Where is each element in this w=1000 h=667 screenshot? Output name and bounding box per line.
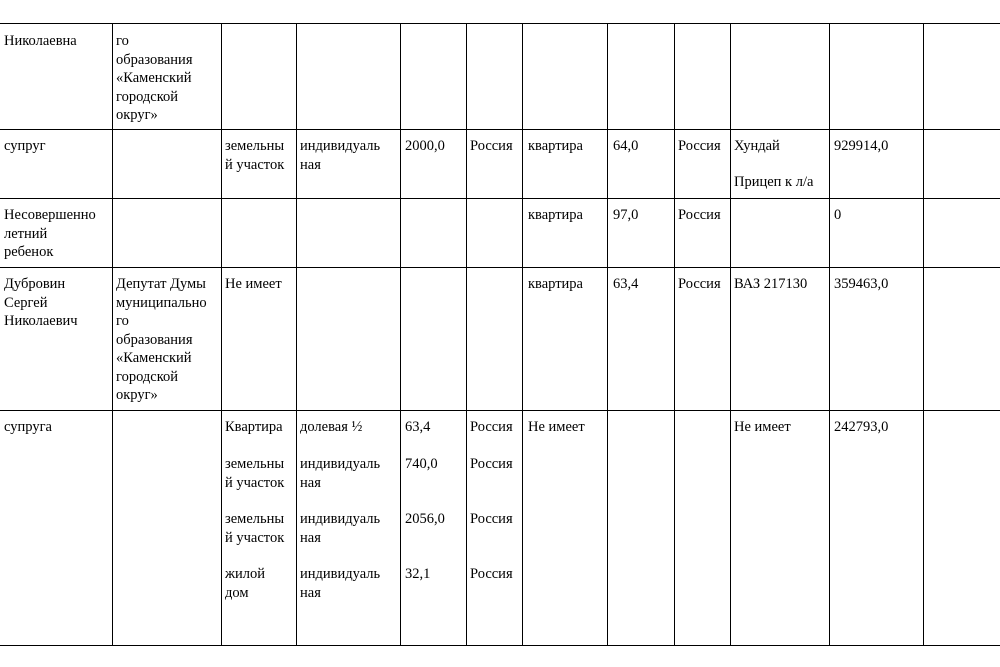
owned-country: Россия	[470, 138, 513, 154]
row-border	[0, 410, 1000, 411]
owned-country: Россия	[470, 456, 513, 472]
column-border	[607, 23, 608, 646]
row-border	[0, 645, 1000, 646]
person-name-cell: Николаевна	[4, 33, 77, 49]
owned-country: Россия	[470, 419, 513, 435]
row-border	[0, 198, 1000, 199]
vehicle: Хундай	[734, 138, 780, 154]
owned-property-type: жилой дом	[225, 566, 266, 601]
used-area: 64,0	[613, 138, 639, 154]
row-border	[0, 129, 1000, 130]
used-area: 97,0	[613, 207, 639, 223]
column-border	[730, 23, 731, 646]
column-border	[674, 23, 675, 646]
vehicle: ВАЗ 217130	[734, 276, 808, 292]
ownership-kind: долевая ½	[300, 419, 363, 435]
owned-property-type: земельны й участок	[225, 138, 285, 173]
column-border	[112, 23, 113, 646]
person-name-cell: супруга	[4, 419, 52, 435]
column-border	[296, 23, 297, 646]
owned-property-none: Не имеет	[225, 276, 282, 292]
column-border	[466, 23, 467, 646]
column-border	[829, 23, 830, 646]
owned-country: Россия	[470, 566, 513, 582]
owned-area: 2000,0	[405, 138, 445, 154]
used-country: Россия	[678, 138, 721, 154]
column-border	[923, 23, 924, 646]
position-cell: Депутат Думы муниципально го образования «Каменский городской округ»	[116, 276, 207, 403]
ownership-kind: индивидуаль ная	[300, 511, 381, 546]
position-cell: го образования «Каменский городской округ»	[116, 33, 193, 123]
income-cell: 242793,0	[834, 419, 889, 435]
ownership-kind: индивидуаль ная	[300, 138, 381, 173]
row-border	[0, 267, 1000, 268]
ownership-kind: индивидуаль ная	[300, 456, 381, 491]
column-border	[221, 23, 222, 646]
used-property-none: Не имеет	[528, 419, 585, 435]
owned-area: 63,4	[405, 419, 431, 435]
ownership-kind: индивидуаль ная	[300, 566, 381, 601]
used-property-type: квартира	[528, 276, 583, 292]
person-name-cell: Несовершенно летний ребенок	[4, 207, 96, 260]
owned-area: 740,0	[405, 456, 438, 472]
used-property-type: квартира	[528, 138, 583, 154]
owned-property-type: земельны й участок	[225, 511, 285, 546]
owned-country: Россия	[470, 511, 513, 527]
income-cell: 359463,0	[834, 276, 889, 292]
column-border	[400, 23, 401, 646]
owned-property-type: земельны й участок	[225, 456, 285, 491]
income-cell: 0	[834, 207, 842, 223]
used-country: Россия	[678, 276, 721, 292]
column-border	[522, 23, 523, 646]
person-name-cell: Дубровин Сергей Николаевич	[4, 276, 78, 329]
owned-area: 2056,0	[405, 511, 445, 527]
used-country: Россия	[678, 207, 721, 223]
used-area: 63,4	[613, 276, 639, 292]
vehicle: Прицеп к л/а	[734, 174, 814, 190]
income-cell: 929914,0	[834, 138, 889, 154]
row-border	[0, 23, 1000, 24]
owned-property-type: Квартира	[225, 419, 283, 435]
vehicle: Не имеет	[734, 419, 791, 435]
person-name-cell: супруг	[4, 138, 46, 154]
owned-area: 32,1	[405, 566, 431, 582]
used-property-type: квартира	[528, 207, 583, 223]
